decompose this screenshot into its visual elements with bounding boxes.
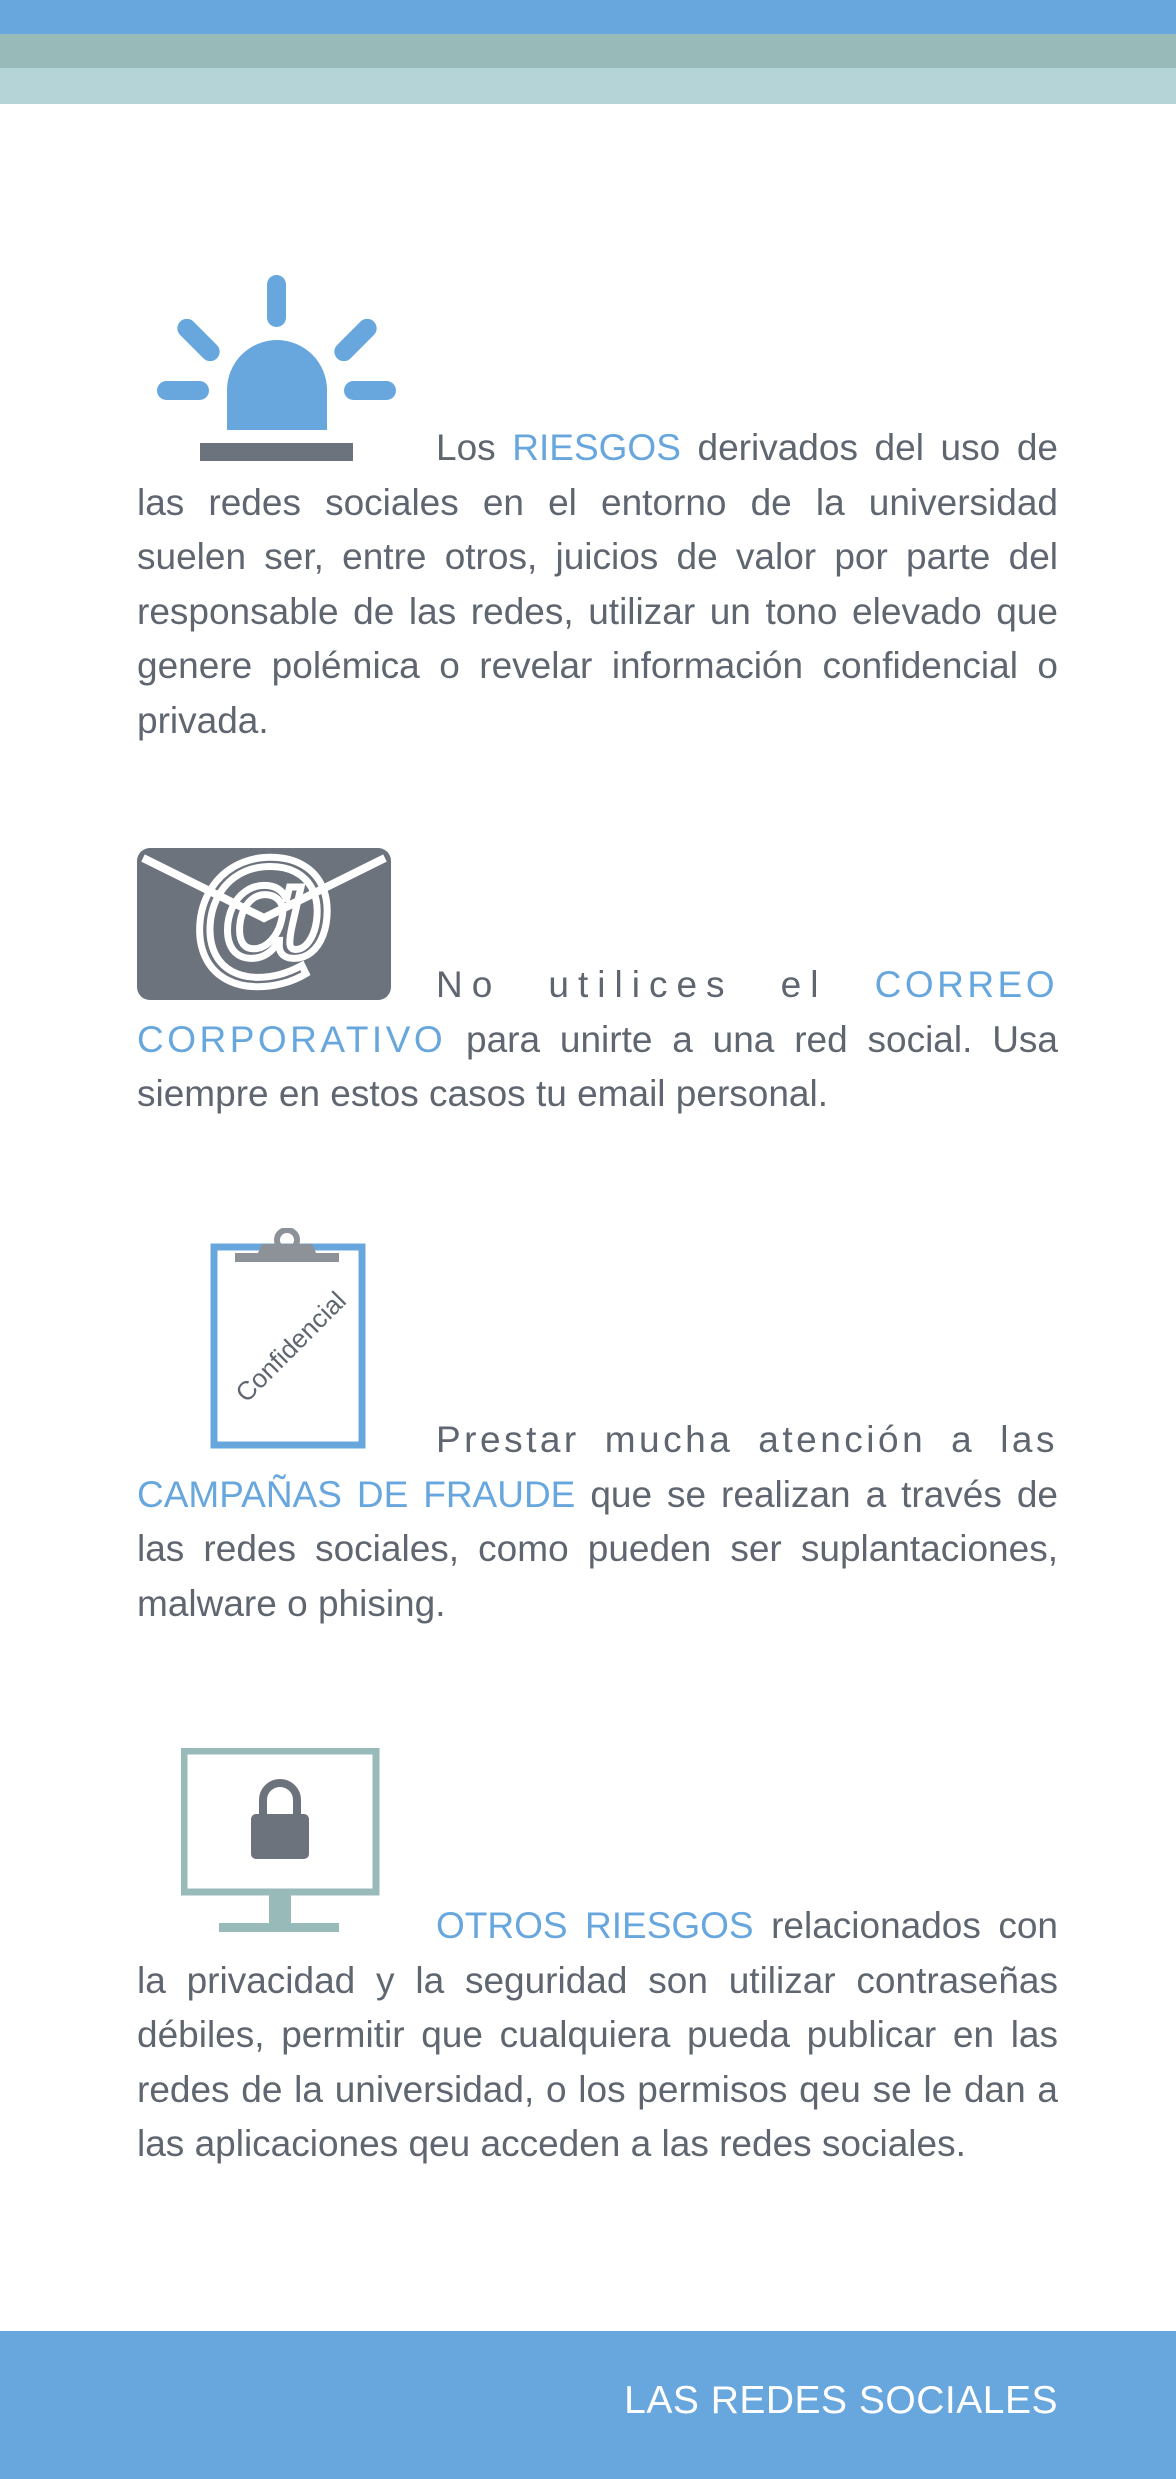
- highlight-otros-riesgos: OTROS RIESGOS: [436, 1905, 754, 1946]
- paragraph-text: que se realizan a través de las redes sociales, como pueden ser suplantaciones, malware o phising.: [137, 1473, 1058, 1624]
- paragraph-otros-riesgos: [137, 1899, 1058, 2172]
- footer-bar: [0, 2331, 1176, 2479]
- paragraph-text: Prestar mucha atención a las: [436, 1419, 1058, 1460]
- top-band-blue: [0, 0, 1176, 34]
- paragraph-text: Los: [436, 427, 513, 468]
- svg-text:@: @: [187, 848, 341, 998]
- paragraph-text: relacionados con la privacidad y la seguridad son utilizar contraseñas débiles, permitir que cualquiera pueda publicar en las redes de la universidad, o los permisos qeu se le dan a las aplicaciones qeu acceden a las redes sociales.: [137, 1905, 1058, 2164]
- top-band-teal: [0, 34, 1176, 68]
- paragraph-correo: [137, 958, 1058, 1122]
- footer-title: LAS REDES SOCIALES: [624, 2379, 1058, 2422]
- paragraph-text: derivados del uso de las redes sociales en el entorno de la universidad suelen ser, entre otros, juicios de valor por parte del responsable de las redes, utilizar un tono elevado que genere polémica o revelar información confidencial o privada.: [137, 427, 1058, 741]
- paragraph-text: para unirte a una red social. Usa siempre en estos casos tu email personal.: [137, 1018, 1058, 1114]
- paragraph-text: No utilices el: [436, 964, 875, 1005]
- paragraph-fraude: [137, 1413, 1058, 1631]
- highlight-riesgos: RIESGOS: [512, 427, 681, 468]
- top-band-light-teal: [0, 68, 1176, 104]
- clipboard-label: Confidencial: [229, 1285, 352, 1408]
- highlight-correo: CORREO CORPORATIVO: [137, 964, 1058, 1060]
- paragraph-riesgos: [137, 421, 1058, 748]
- highlight-fraude: CAMPAÑAS DE FRAUDE: [137, 1473, 576, 1515]
